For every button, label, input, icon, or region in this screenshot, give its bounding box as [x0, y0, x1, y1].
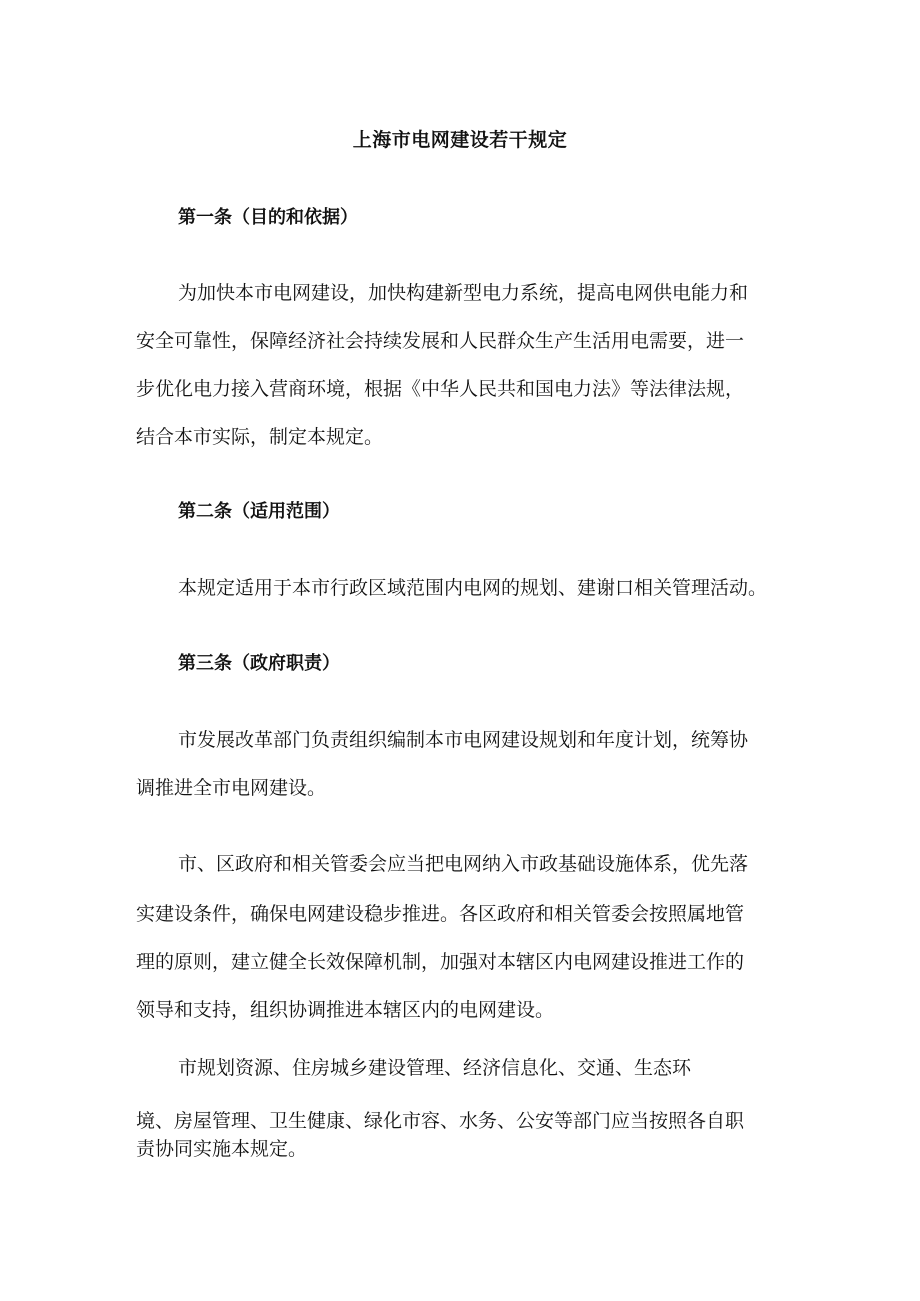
article-3-p1-line-1: 市发展改革部门负责组织编制本市电网建设规划和年度计划，统筹协 — [178, 729, 749, 751]
article-3-p2-line-4: 领导和支持，组织协调推进本辖区内的电网建设。 — [136, 999, 555, 1021]
document-title: 上海市电网建设若干规定 — [352, 129, 568, 151]
article-3-p2-line-3: 理的原则，建立健全长效保障机制，加强对本辖区内电网建设推进工作的 — [136, 951, 745, 973]
article-2-line-1: 本规定适用于本市行政区域范围内电网的规划、建谢口相关管理活动。 — [178, 577, 768, 599]
article-1-line-4: 结合本市实际，制定本规定。 — [136, 426, 384, 448]
article-3-p2-line-1: 市、区政府和相关管委会应当把电网纳入市政基础设施体系，优先落 — [178, 853, 749, 875]
article-3-p1-line-2: 调推进全市电网建设。 — [136, 777, 327, 799]
article-1-line-2: 安全可靠性，保障经济社会持续发展和人民群众生产生活用电需要，进一 — [136, 330, 745, 352]
article-3-p2-line-2: 实建设条件，确保电网建设稳步推进。各区政府和相关管委会按照属地管 — [136, 903, 745, 925]
article-3-p3-line-1: 市规划资源、住房城乡建设管理、经济信息化、交通、生态环 — [178, 1057, 692, 1079]
article-3-p3-line-3: 责协同实施本规定。 — [136, 1138, 308, 1160]
article-2-heading: 第二条（适用范围） — [178, 501, 340, 522]
article-1-line-1: 为加快本市电网建设，加快构建新型电力系统，提高电网供电能力和 — [178, 282, 749, 304]
article-3-heading: 第三条（政府职责） — [178, 653, 340, 674]
article-1-heading: 第一条（目的和依据） — [178, 207, 358, 228]
article-3-p3-line-2: 境、房屋管理、卫生健康、绿化市容、水务、公安等部门应当按照各自职 — [136, 1110, 745, 1132]
article-1-line-3: 步优化电力接入营商环境，根据《中华人民共和国电力法》等法律法规， — [136, 378, 745, 400]
